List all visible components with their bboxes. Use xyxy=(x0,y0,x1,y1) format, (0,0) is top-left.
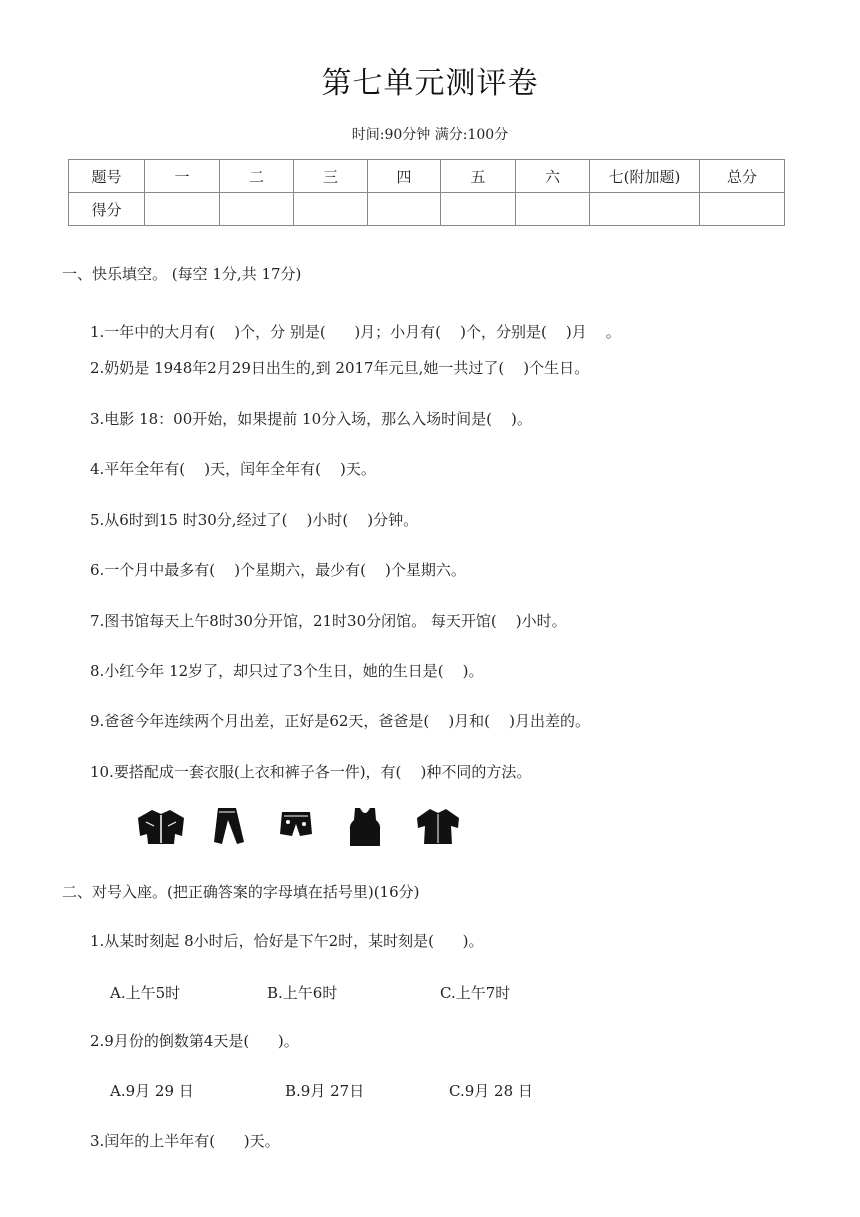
section-1-heading: 一、快乐填空。 (每空 1分,共 17分) xyxy=(62,265,302,283)
score-table-header-cell: 五 xyxy=(441,160,516,193)
question-1-2: 2.奶奶是 1948年2月29日出生的,到 2017年元旦,她一共过了( )个生日。 xyxy=(90,359,590,377)
score-table-header-cell: 七(附加题) xyxy=(590,160,700,193)
option-c[interactable]: C.9月 28 日 xyxy=(449,1082,533,1100)
question-2-2: 2.9月份的倒数第4天是( )。 xyxy=(90,1032,299,1050)
score-cell[interactable] xyxy=(145,193,220,226)
question-1-4: 4.平年全年有( )天，闰年全年有( )天。 xyxy=(90,460,376,478)
option-a[interactable]: A.9月 29 日 xyxy=(110,1082,194,1100)
clothing-illustrations xyxy=(130,806,470,850)
page-title: 第七单元测评卷 xyxy=(321,66,539,101)
score-cell[interactable] xyxy=(368,193,441,226)
score-table-header-row xyxy=(69,160,785,193)
question-1-3: 3.电影 18：00开始，如果提前 10分入场，那么入场时间是( )。 xyxy=(90,410,532,428)
question-2-1: 1.从某时刻起 8小时后，恰好是下午2时，某时刻是( )。 xyxy=(90,932,484,950)
question-1-7: 7.图书馆每天上午8时30分开馆，21时30分闭馆。 每天开馆( )小时。 xyxy=(90,612,567,630)
question-1-8: 8.小红今年 12岁了，却只过了3个生日，她的生日是( )。 xyxy=(90,662,484,680)
score-table-header-cell: 一 xyxy=(145,160,220,193)
question-1-1: 1.一年中的大月有( )个，分 别是( )月；小月有( )个，分别是( )月 。 xyxy=(90,323,621,341)
option-b[interactable]: B.9月 27日 xyxy=(285,1082,365,1100)
score-table-score-row xyxy=(69,193,785,226)
pants-icon xyxy=(210,806,246,846)
score-cell[interactable] xyxy=(590,193,700,226)
question-1-9: 9.爸爸今年连续两个月出差，正好是62天，爸爸是( )月和( )月出差的。 xyxy=(90,712,590,730)
score-cell[interactable] xyxy=(294,193,368,226)
score-table-header-cell: 题号 xyxy=(69,160,145,193)
shorts-icon xyxy=(278,806,314,840)
score-table-header-cell: 四 xyxy=(368,160,441,193)
question-1-6: 6.一个月中最多有( )个星期六，最少有( )个星期六。 xyxy=(90,561,466,579)
score-table-header-cell: 二 xyxy=(220,160,294,193)
score-table xyxy=(68,159,785,226)
score-row-label: 得分 xyxy=(69,193,145,226)
coat-icon xyxy=(414,806,462,846)
option-c[interactable]: C.上午7时 xyxy=(440,984,511,1002)
score-cell[interactable] xyxy=(516,193,590,226)
question-1-10: 10.要搭配成一套衣服(上衣和裤子各一件)，有( )种不同的方法。 xyxy=(90,763,532,781)
score-cell[interactable] xyxy=(441,193,516,226)
exam-time-and-score: 时间:90分钟 满分:100分 xyxy=(351,127,509,143)
option-b[interactable]: B.上午6时 xyxy=(267,984,338,1002)
vest-icon xyxy=(348,806,382,848)
score-table-header-cell: 三 xyxy=(294,160,368,193)
section-2-heading: 二、对号入座。(把正确答案的字母填在括号里)(16分) xyxy=(62,883,420,901)
question-1-5: 5.从6时到15 时30分,经过了( )小时( )分钟。 xyxy=(90,511,419,529)
question-2-3: 3.闰年的上半年有( )天。 xyxy=(90,1132,280,1150)
jacket-icon xyxy=(134,806,188,846)
score-table-header-cell: 六 xyxy=(516,160,590,193)
score-cell[interactable] xyxy=(700,193,785,226)
score-table-header-cell: 总分 xyxy=(700,160,785,193)
option-a[interactable]: A.上午5时 xyxy=(110,984,181,1002)
score-cell[interactable] xyxy=(220,193,294,226)
